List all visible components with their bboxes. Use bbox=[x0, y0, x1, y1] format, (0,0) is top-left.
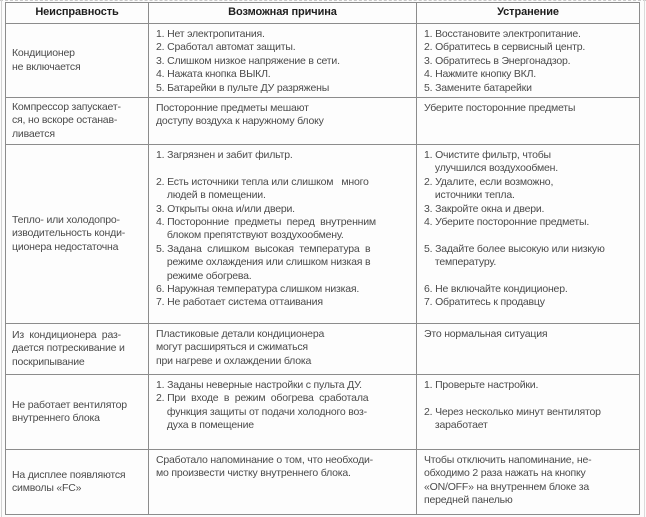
cell-remedy bbox=[416, 24, 639, 97]
text-line: могут расширяться и сжиматься bbox=[156, 341, 308, 354]
text-line: 2. Обратитесь в сервисный центр. bbox=[424, 41, 586, 54]
text-line: температуру. bbox=[424, 256, 497, 269]
text-line: заработает bbox=[424, 419, 488, 432]
text-line: передней панелью bbox=[424, 494, 513, 507]
text-line: 1. Проверьте настройки. bbox=[424, 379, 539, 391]
cell-problem bbox=[6, 145, 148, 323]
column-header-remedy: Устранение bbox=[416, 3, 639, 23]
cell-problem bbox=[6, 375, 148, 449]
text-line bbox=[424, 392, 634, 405]
text-line: поскрипывание bbox=[12, 355, 85, 368]
text-line: Пластиковые детали кондиционера bbox=[156, 328, 325, 340]
text-line: 3. Закройте окна и двери. bbox=[424, 202, 545, 215]
text-line: режиме охлаждения или слишком низкая в bbox=[156, 256, 371, 269]
text-line bbox=[156, 162, 411, 175]
troubleshooting-table bbox=[5, 2, 640, 515]
text-line: Посторонние предметы мешают bbox=[156, 102, 309, 114]
text-line: 3. Слишком низкое напряжение в сети. bbox=[156, 54, 340, 67]
text-line: изводительность конди- bbox=[12, 227, 126, 240]
text-line: 2. При входе в режим обогрева сработала bbox=[156, 392, 369, 405]
text-line: Не работает вентилятор bbox=[12, 398, 127, 411]
cell-remedy bbox=[416, 375, 639, 449]
text-line: ся, но вскоре останав- bbox=[12, 114, 118, 127]
text-line: источники тепла. bbox=[424, 189, 515, 202]
cell-remedy bbox=[416, 98, 639, 144]
scan-artifact-top-line bbox=[0, 0, 646, 1]
text-line: символы «FC» bbox=[12, 482, 82, 494]
text-line: 6. Наружная температура слишком низкая. bbox=[156, 283, 360, 296]
text-line: режиме обогрева. bbox=[156, 269, 252, 282]
cell-problem bbox=[6, 450, 148, 514]
scan-artifact-right-line bbox=[644, 0, 645, 517]
cell-problem bbox=[6, 98, 148, 144]
text-line: 1. Восстановите электропитание. bbox=[424, 28, 581, 40]
text-line: Чтобы отключить напоминание, не- bbox=[424, 454, 592, 466]
cell-remedy bbox=[416, 450, 639, 514]
text-line: людей в помещении. bbox=[156, 189, 266, 202]
cell-cause bbox=[148, 98, 416, 144]
cell-cause bbox=[148, 450, 416, 514]
text-line: духа в помещение bbox=[156, 419, 254, 432]
table-row bbox=[6, 323, 639, 374]
text-line: при нагреве и охлаждении блока bbox=[156, 354, 312, 367]
text-line bbox=[424, 229, 634, 242]
text-line: Сработало напоминание о том, что необходи- bbox=[156, 454, 373, 466]
text-line: 1. Заданы неверные настройки с пульта ДУ. bbox=[156, 379, 362, 391]
text-line: Кондиционер bbox=[12, 47, 75, 60]
text-line: 4. Нажата кнопка ВЫКЛ. bbox=[156, 68, 271, 81]
text-line: 7. Не работает система оттаивания bbox=[156, 296, 323, 309]
text-line: 5. Батарейки в пульте ДУ разряжены bbox=[156, 81, 330, 94]
text-line: 5. Задайте более высокую или низкую bbox=[424, 242, 605, 255]
text-line: На дисплее появляются bbox=[12, 468, 126, 481]
text-line: 5. Задана слишком высокая температура в bbox=[156, 242, 371, 255]
cell-cause bbox=[148, 145, 416, 323]
text-line: «ON/OFF» на внутреннем блоке за bbox=[424, 480, 590, 493]
text-line: 2. Удалите, если возможно, bbox=[424, 175, 554, 188]
cell-cause bbox=[148, 24, 416, 97]
text-line: функция защиты от подачи холодного воз- bbox=[156, 405, 367, 418]
table-header-row bbox=[6, 3, 639, 23]
column-header-cause: Возможная причина bbox=[148, 3, 416, 23]
text-line: 4. Посторонние предметы перед внутренним bbox=[156, 216, 376, 229]
text-line: внутреннего блока bbox=[12, 412, 100, 424]
text-line: доступу воздуха к наружному блоку bbox=[156, 115, 324, 128]
text-line bbox=[424, 270, 634, 283]
text-line: 2. Сработал автомат защиты. bbox=[156, 41, 296, 54]
text-line: Это нормальная ситуация bbox=[424, 328, 548, 340]
text-line: улучшился воздухообмен. bbox=[424, 162, 558, 175]
text-line: 1. Очистите фильтр, чтобы bbox=[424, 149, 551, 161]
text-line: мо произвести чистку внутреннего блока. bbox=[156, 467, 351, 480]
text-line: Компрессор запускает- bbox=[12, 100, 121, 113]
text-line: 3. Открыты окна и/или двери. bbox=[156, 202, 295, 215]
cell-remedy bbox=[416, 145, 639, 323]
table-row bbox=[6, 374, 639, 449]
table-row bbox=[6, 23, 639, 97]
cell-cause bbox=[148, 324, 416, 374]
table-row bbox=[6, 144, 639, 323]
text-line: не включается bbox=[12, 60, 81, 73]
text-line: блоком препятствуют воздухообмену. bbox=[156, 229, 344, 242]
scan-artifact-left-line bbox=[1, 0, 2, 517]
text-line: дается потрескивание и bbox=[12, 342, 125, 355]
text-line: 7. Обратитесь к продавцу bbox=[424, 296, 545, 309]
text-line: Тепло- или холодопро- bbox=[12, 213, 120, 226]
text-line: 5. Замените батарейки bbox=[424, 81, 532, 94]
text-line: 1. Нет электропитания. bbox=[156, 28, 265, 40]
text-line: 2. Через несколько минут вентилятор bbox=[424, 405, 601, 418]
text-line: 4. Уберите посторонние предметы. bbox=[424, 216, 590, 229]
text-line: ционера недостаточна bbox=[12, 240, 119, 253]
text-line: обходимо 2 раза нажать на кнопку bbox=[424, 467, 586, 480]
column-header-problem: Неисправность bbox=[35, 6, 119, 19]
text-line: 4. Нажмите кнопку ВКЛ. bbox=[424, 68, 536, 81]
text-line: 2. Есть источники тепла или слишком много bbox=[156, 175, 369, 188]
cell-remedy bbox=[416, 324, 639, 374]
text-line: 6. Не включайте кондиционер. bbox=[424, 283, 568, 296]
text-line: Из кондиционера раз- bbox=[12, 328, 121, 341]
cell-cause bbox=[148, 375, 416, 449]
cell-problem bbox=[6, 324, 148, 374]
table-row bbox=[6, 97, 639, 144]
table-row bbox=[6, 449, 639, 514]
cell-problem bbox=[6, 24, 148, 97]
text-line: 3. Обратитесь в Энергонадзор. bbox=[424, 54, 571, 67]
text-line: ливается bbox=[12, 127, 55, 140]
text-line: Уберите посторонние предметы bbox=[424, 102, 576, 114]
text-line: 1. Загрязнен и забит фильтр. bbox=[156, 149, 293, 161]
